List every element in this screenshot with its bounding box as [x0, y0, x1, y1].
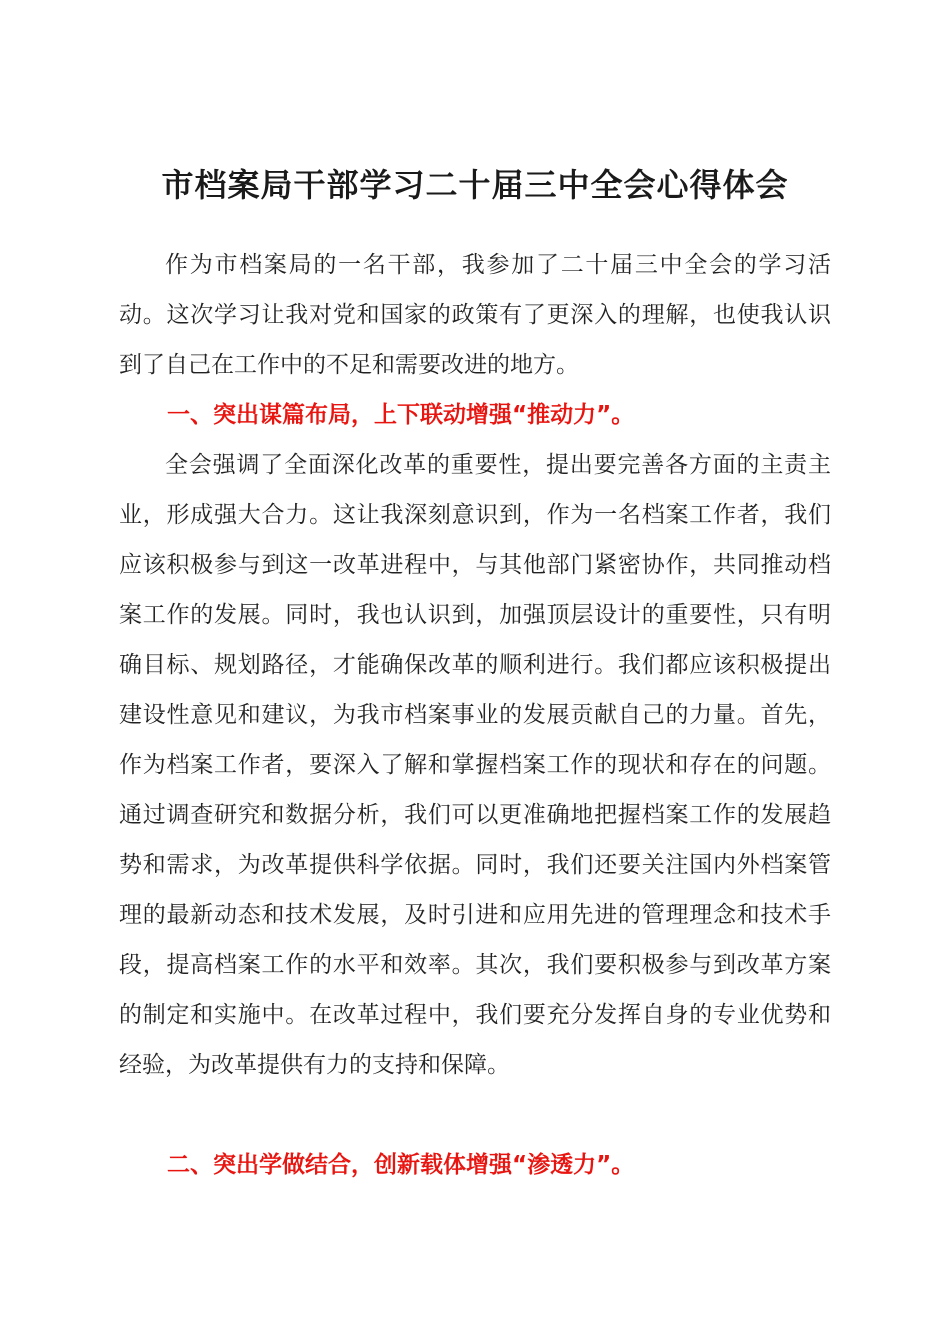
- section-heading-1: 一、突出谋篇布局，上下联动增强“推动力”。: [167, 402, 635, 428]
- document-title: 市档案局干部学习二十届三中全会心得体会: [161, 166, 789, 204]
- section-heading-2: 二、突出学做结合，创新载体增强“渗透力”。: [167, 1152, 635, 1178]
- section-1-paragraph: 全会强调了全面深化改革的重要性，提出要完善各方面的主责主业，形成强大合力。这让我深刻意识到，作为一名档案工作者，我们应该积极参与到这一改革进程中，与其他部门紧密协作，共同推动档案工作的发展。同时，我也认识到，加强顶层设计的重要性，只有明确目标、规划路径，才能确保改革的顺利进行。我们都应该积极提出建设性意见和建议，为我市档案事业的发展贡献自己的力量。首先，作为档案工作者，要深入了解和掌握档案工作的现状和存在的问题。通过调查研究和数据分析，我们可以更准确地把握档案工作的发展趋势和需求，为改革提供科学依据。同时，我们还要关注国内外档案管理的最新动态和技术发展，及时引进和应用先进的管理理念和技术手段，提高档案工作的水平和效率。其次，我们要积极参与到改革方案的制定和实施中。在改革过程中，我们要充分发挥自身的专业优势和经验，为改革提供有力的支持和保障。: [119, 452, 831, 1078]
- intro-paragraph: 作为市档案局的一名干部，我参加了二十届三中全会的学习活动。这次学习让我对党和国家的政策有了更深入的理解，也使我认识到了自己在工作中的不足和需要改进的地方。: [119, 252, 831, 378]
